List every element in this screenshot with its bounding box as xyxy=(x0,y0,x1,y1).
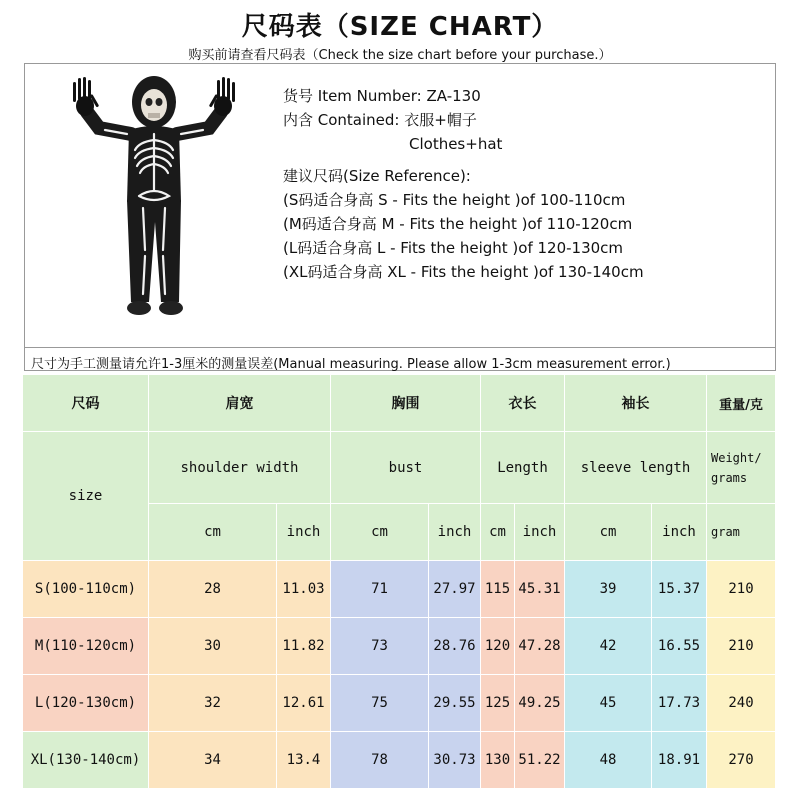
table-row xyxy=(23,675,776,732)
unit-sleeve-cm: cm xyxy=(565,504,652,561)
contained-english: Clothes+hat xyxy=(409,135,503,153)
shoulder-cm-cell: 28 xyxy=(149,561,277,618)
shoulder-cm-cell: 30 xyxy=(149,618,277,675)
sleeve-inch-cell: 16.55 xyxy=(652,618,707,675)
product-details xyxy=(283,84,644,284)
skeleton-costume-image xyxy=(69,72,239,350)
size-reference-s: (S码适合身高 S - Fits the height )of 100-110cm xyxy=(283,191,626,209)
shoulder-inch-cell: 11.82 xyxy=(277,618,331,675)
size-reference-xl: (XL码适合身高 XL - Fits the height )of 130-140cm xyxy=(283,263,644,281)
product-info-box xyxy=(24,63,776,371)
page-subtitle: 购买前请查看尺码表（Check the size chart before your purchase.） xyxy=(188,48,612,63)
unit-bust-cm: cm xyxy=(331,504,429,561)
sleeve-cm-cell: 48 xyxy=(565,732,652,789)
shoulder-cm-cell: 34 xyxy=(149,732,277,789)
bust-inch-cell: 28.76 xyxy=(429,618,481,675)
shoulder-inch-cell: 13.4 xyxy=(277,732,331,789)
bust-inch-cell: 30.73 xyxy=(429,732,481,789)
bust-cm-cell: 73 xyxy=(331,618,429,675)
header-weight-en: Weight/ grams xyxy=(707,432,776,504)
page-title: 尺码表（SIZE CHART） xyxy=(241,12,559,42)
unit-shoulder-inch: inch xyxy=(277,504,331,561)
sleeve-inch-cell: 18.91 xyxy=(652,732,707,789)
length-inch-cell: 47.28 xyxy=(515,618,565,675)
unit-shoulder-cm: cm xyxy=(149,504,277,561)
bust-cm-cell: 71 xyxy=(331,561,429,618)
length-cm-cell: 115 xyxy=(481,561,515,618)
size-table xyxy=(22,374,776,789)
header-bust-en: bust xyxy=(331,432,481,504)
size-reference-m: (M码适合身高 M - Fits the height )of 110-120cm xyxy=(283,215,633,233)
size-reference-title: 建议尺码(Size Reference): xyxy=(283,167,471,185)
unit-weight-gram: gram xyxy=(707,504,776,561)
length-cm-cell: 125 xyxy=(481,675,515,732)
header-sleeve-en: sleeve length xyxy=(565,432,707,504)
contained: 内含 Contained: 衣服+帽子 xyxy=(283,111,477,129)
weight-cell: 270 xyxy=(707,732,776,789)
header-length-cn: 衣长 xyxy=(481,375,565,432)
header-row-cn xyxy=(23,375,776,432)
size-cell: S(100-110cm) xyxy=(23,561,149,618)
unit-length-inch: inch xyxy=(515,504,565,561)
header-length-en: Length xyxy=(481,432,565,504)
table-row xyxy=(23,732,776,789)
header-shoulder-en: shoulder width xyxy=(149,432,331,504)
size-reference-l: (L码适合身高 L - Fits the height )of 120-130cm xyxy=(283,239,624,257)
shoulder-inch-cell: 11.03 xyxy=(277,561,331,618)
sleeve-cm-cell: 45 xyxy=(565,675,652,732)
table-row xyxy=(23,561,776,618)
sleeve-cm-cell: 39 xyxy=(565,561,652,618)
sleeve-cm-cell: 42 xyxy=(565,618,652,675)
size-cell: L(120-130cm) xyxy=(23,675,149,732)
header-weight-cn: 重量/克 xyxy=(707,375,776,432)
weight-cell: 240 xyxy=(707,675,776,732)
header-size-cn: 尺码 xyxy=(23,375,149,432)
header-row-en xyxy=(23,432,776,504)
shoulder-cm-cell: 32 xyxy=(149,675,277,732)
length-cm-cell: 120 xyxy=(481,618,515,675)
length-inch-cell: 45.31 xyxy=(515,561,565,618)
bust-inch-cell: 27.97 xyxy=(429,561,481,618)
sleeve-inch-cell: 15.37 xyxy=(652,561,707,618)
bust-cm-cell: 75 xyxy=(331,675,429,732)
unit-sleeve-inch: inch xyxy=(652,504,707,561)
item-number: 货号 Item Number: ZA-130 xyxy=(283,87,481,105)
weight-cell: 210 xyxy=(707,618,776,675)
header-shoulder-cn: 肩宽 xyxy=(149,375,331,432)
size-cell: M(110-120cm) xyxy=(23,618,149,675)
shoulder-inch-cell: 12.61 xyxy=(277,675,331,732)
bust-cm-cell: 78 xyxy=(331,732,429,789)
length-inch-cell: 49.25 xyxy=(515,675,565,732)
header-bust-cn: 胸围 xyxy=(331,375,481,432)
sleeve-inch-cell: 17.73 xyxy=(652,675,707,732)
bust-inch-cell: 29.55 xyxy=(429,675,481,732)
unit-length-cm: cm xyxy=(481,504,515,561)
measurement-note: 尺寸为手工测量请允许1-3厘米的测量误差(Manual measuring. Please allow 1-3cm measurement error.) xyxy=(25,347,775,377)
header-size-en: size xyxy=(23,432,149,561)
length-inch-cell: 51.22 xyxy=(515,732,565,789)
unit-bust-inch: inch xyxy=(429,504,481,561)
length-cm-cell: 130 xyxy=(481,732,515,789)
table-row xyxy=(23,618,776,675)
weight-cell: 210 xyxy=(707,561,776,618)
header-sleeve-cn: 袖长 xyxy=(565,375,707,432)
size-cell: XL(130-140cm) xyxy=(23,732,149,789)
